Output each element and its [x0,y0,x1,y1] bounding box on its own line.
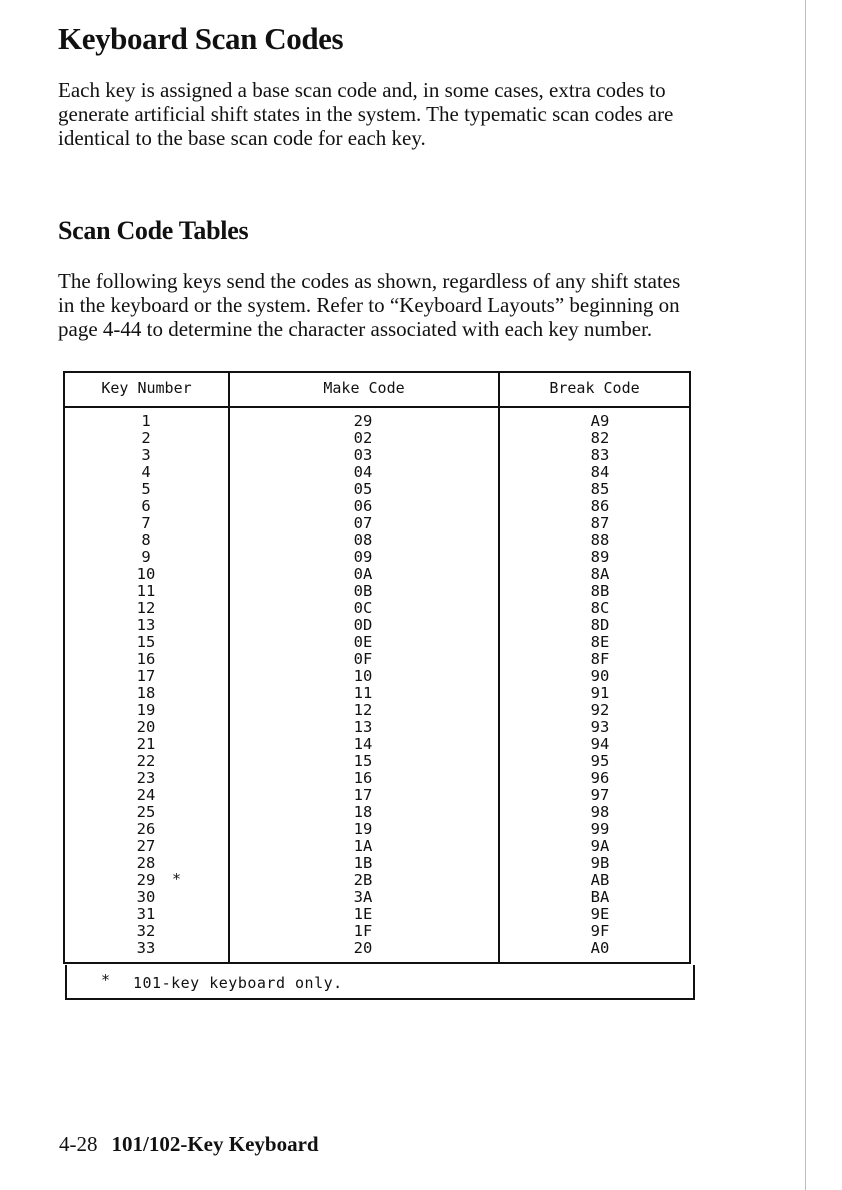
description-paragraph: The following keys send the codes as shown, regardless of any shift states in the keyboard or the system. Refer to “Keyboard Layouts” beginning on page 4-44 to determine the character associated with each key number. [58,269,681,341]
break-code-cell: 94 [590,735,610,753]
page-title: Keyboard Scan Codes [58,21,344,56]
footnote-marker: * [101,971,111,989]
make-code-cell: 03 [353,446,373,464]
break-code-cell: 8F [590,650,610,668]
make-code-cell: 15 [353,752,373,770]
make-code-cell: 1F [353,922,373,940]
key-number-cell: 6 [141,497,151,515]
key-number-cell: 26 [136,820,156,838]
break-code-cell: 90 [590,667,610,685]
break-code-cell: 9F [590,922,610,940]
key-number-cell: 29 [136,871,156,889]
key-number-cell: 24 [136,786,156,804]
break-code-cell: 85 [590,480,610,498]
make-code-cell: 14 [353,735,373,753]
break-code-cell: 96 [590,769,610,787]
key-number-cell: 21 [136,735,156,753]
break-code-cell: AB [590,871,610,889]
make-code-cell: 04 [353,463,373,481]
make-code-cell: 12 [353,701,373,719]
break-code-cell: 95 [590,752,610,770]
footer-title: 101/102-Key Keyboard [111,1132,319,1156]
key-number-cell: 13 [136,616,156,634]
column-divider [498,373,500,962]
break-code-cell: 9E [590,905,610,923]
header-make-code: Make Code [323,379,405,397]
key-number-cell: 16 [136,650,156,668]
break-code-cell: 91 [590,684,610,702]
make-code-cell: 08 [353,531,373,549]
key-number-cell: 9 [141,548,151,566]
break-code-cell: 83 [590,446,610,464]
break-code-cell: 93 [590,718,610,736]
key-number-cell: 11 [136,582,156,600]
make-code-cell: 0C [353,599,373,617]
break-code-cell: A0 [590,939,610,957]
break-code-cell: 9B [590,854,610,872]
key-number-cell: 5 [141,480,151,498]
section-heading: Scan Code Tables [58,216,249,245]
key-number-cell: 8 [141,531,151,549]
header-break-code: Break Code [549,379,640,397]
break-code-cell: 98 [590,803,610,821]
key-number-cell: 10 [136,565,156,583]
key-number-cell: 1 [141,412,151,430]
make-code-cell: 10 [353,667,373,685]
key-number-cell: 20 [136,718,156,736]
make-code-cell: 2B [353,871,373,889]
footnote [65,965,695,1000]
break-code-cell: 8C [590,599,610,617]
break-code-cell: 8B [590,582,610,600]
key-number-cell: 4 [141,463,151,481]
key-number-cell: 32 [136,922,156,940]
header-key-number: Key Number [101,379,192,397]
make-code-cell: 16 [353,769,373,787]
make-code-cell: 07 [353,514,373,532]
header-divider [65,406,689,408]
make-code-cell: 1E [353,905,373,923]
make-code-cell: 17 [353,786,373,804]
make-code-cell: 11 [353,684,373,702]
key-number-cell: 23 [136,769,156,787]
make-code-cell: 19 [353,820,373,838]
key-number-cell: 22 [136,752,156,770]
break-code-column [570,413,630,957]
key-number-cell: 30 [136,888,156,906]
make-code-cell: 0F [353,650,373,668]
make-code-cell: 06 [353,497,373,515]
page-footer [59,1132,319,1157]
make-code-cell: 18 [353,803,373,821]
key-number-cell: 18 [136,684,156,702]
break-code-cell: 97 [590,786,610,804]
break-code-cell: 87 [590,514,610,532]
key-number-cell: 27 [136,837,156,855]
make-code-cell: 02 [353,429,373,447]
make-code-cell: 0B [353,582,373,600]
make-code-cell: 09 [353,548,373,566]
intro-paragraph: Each key is assigned a base scan code and, in some cases, extra codes to generate artificial shift states in the system. The typematic scan codes are identical to the base scan code for each key. [58,78,674,150]
page-edge-rule [805,0,806,1190]
break-code-cell: A9 [590,412,610,430]
break-code-cell: 8E [590,633,610,651]
row-footnote-marker: * [172,870,182,888]
page-number: 4-28 [59,1132,98,1156]
footnote-text: 101-key keyboard only. [133,974,343,992]
key-number-cell: 17 [136,667,156,685]
break-code-cell: 92 [590,701,610,719]
break-code-cell: 89 [590,548,610,566]
break-code-cell: 99 [590,820,610,838]
key-number-cell: 19 [136,701,156,719]
scan-code-table [63,371,691,964]
make-code-cell: 29 [353,412,373,430]
key-number-cell: 28 [136,854,156,872]
break-code-cell: 84 [590,463,610,481]
break-code-cell: 88 [590,531,610,549]
key-number-cell: 7 [141,514,151,532]
key-number-column [122,413,170,957]
make-code-cell: 0E [353,633,373,651]
key-number-cell: 2 [141,429,151,447]
key-number-cell: 33 [136,939,156,957]
key-number-cell: 3 [141,446,151,464]
break-code-cell: BA [590,888,610,906]
make-code-cell: 1B [353,854,373,872]
break-code-cell: 86 [590,497,610,515]
make-code-cell: 05 [353,480,373,498]
make-code-cell: 3A [353,888,373,906]
key-number-cell: 15 [136,633,156,651]
column-divider [228,373,230,962]
break-code-cell: 8D [590,616,610,634]
break-code-cell: 82 [590,429,610,447]
make-code-cell: 0D [353,616,373,634]
make-code-cell: 1A [353,837,373,855]
make-code-cell: 0A [353,565,373,583]
break-code-cell: 9A [590,837,610,855]
make-code-column [333,413,393,957]
break-code-cell: 8A [590,565,610,583]
key-number-cell: 31 [136,905,156,923]
key-number-cell: 25 [136,803,156,821]
make-code-cell: 20 [353,939,373,957]
key-number-cell: 12 [136,599,156,617]
make-code-cell: 13 [353,718,373,736]
